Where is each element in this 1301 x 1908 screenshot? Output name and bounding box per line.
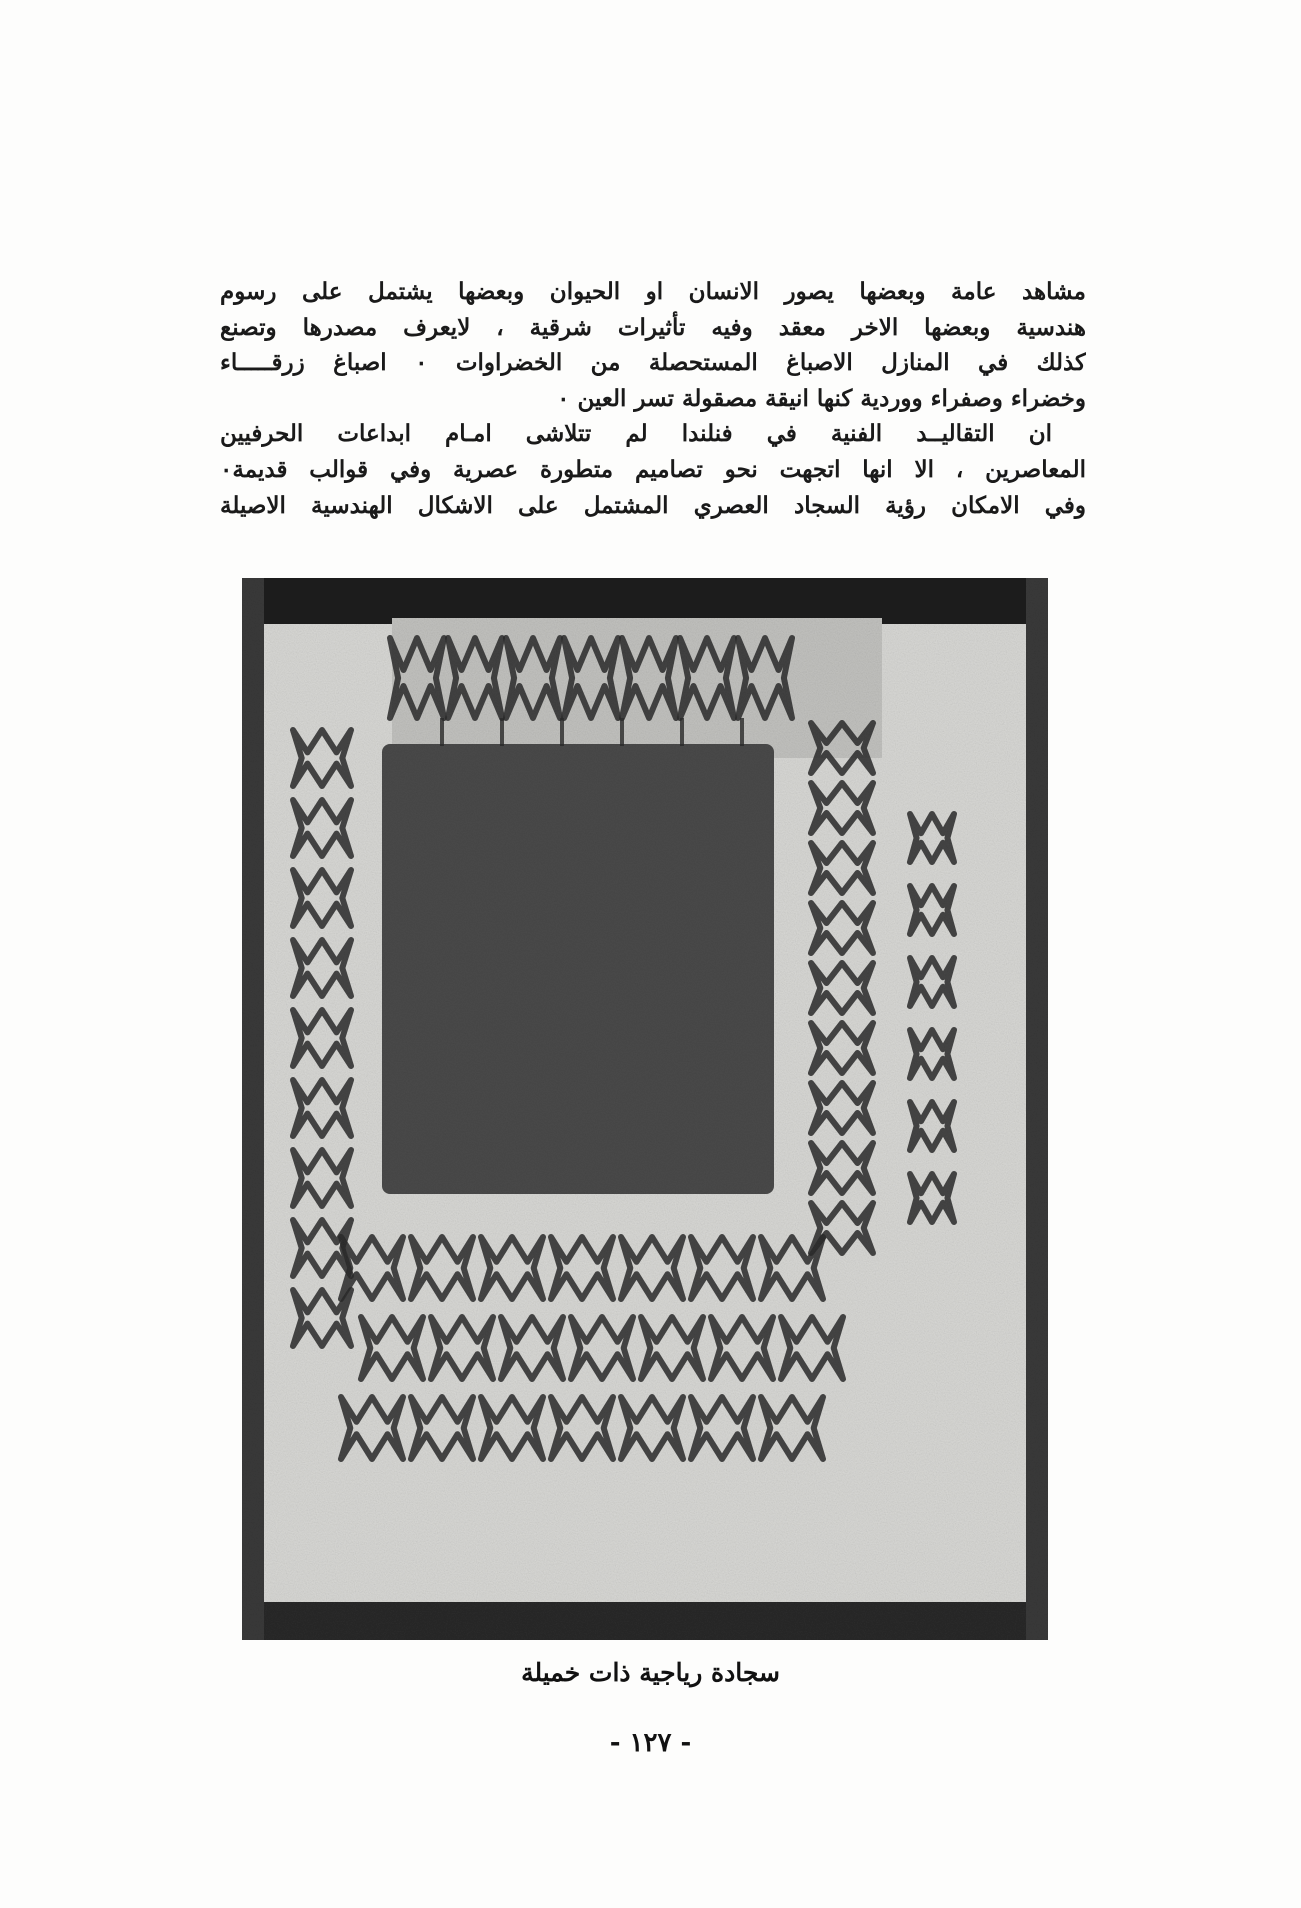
text-line-4: وخضراء وصفراء ووردية كنها انيقة مصقولة تسر العين ٠ [557,384,1086,412]
text-line-3: كذلك في المنازل الاصباغ المستحصلة من الخضراوات ٠ اصباغ زرقـــــاء [220,349,1086,377]
rug-image [242,578,1048,1640]
text-line-7: وفي الامكان رؤية السجاد العصري المشتمل على الاشكال الهندسية الاصيلة [220,491,1086,519]
text-line-1: مشاهد عامة وبعضها يصور الانسان او الحيوان وبعضها يشتمل على رسوم [220,278,1086,305]
page-number: - ١٢٧ - [609,1728,692,1758]
body-text [220,274,1086,523]
rug-photograph [242,578,1048,1640]
figure-caption: سجادة رياجية ذات خميلة [521,1658,780,1687]
rug-left-edge [242,578,264,1640]
rug-right-edge [1026,578,1048,1640]
rug-top-band [242,578,1048,624]
rug-bottom-band [242,1602,1048,1640]
text-line-6: المعاصرين ، الا انها اتجهت نحو تصاميم متطورة عصرية وفي قوالب قديمة٠ [220,455,1086,483]
text-line-2: هندسية وبعضها الاخر معقد وفيه تأثيرات شرقية ، لايعرف مصدرها وتصنع [220,313,1086,341]
text-line-5: ان التقاليــد الفنية في فنلندا لم تتلاشى امـام ابداعات الحرفيين [220,420,1052,448]
rug-central-field [382,744,774,1194]
